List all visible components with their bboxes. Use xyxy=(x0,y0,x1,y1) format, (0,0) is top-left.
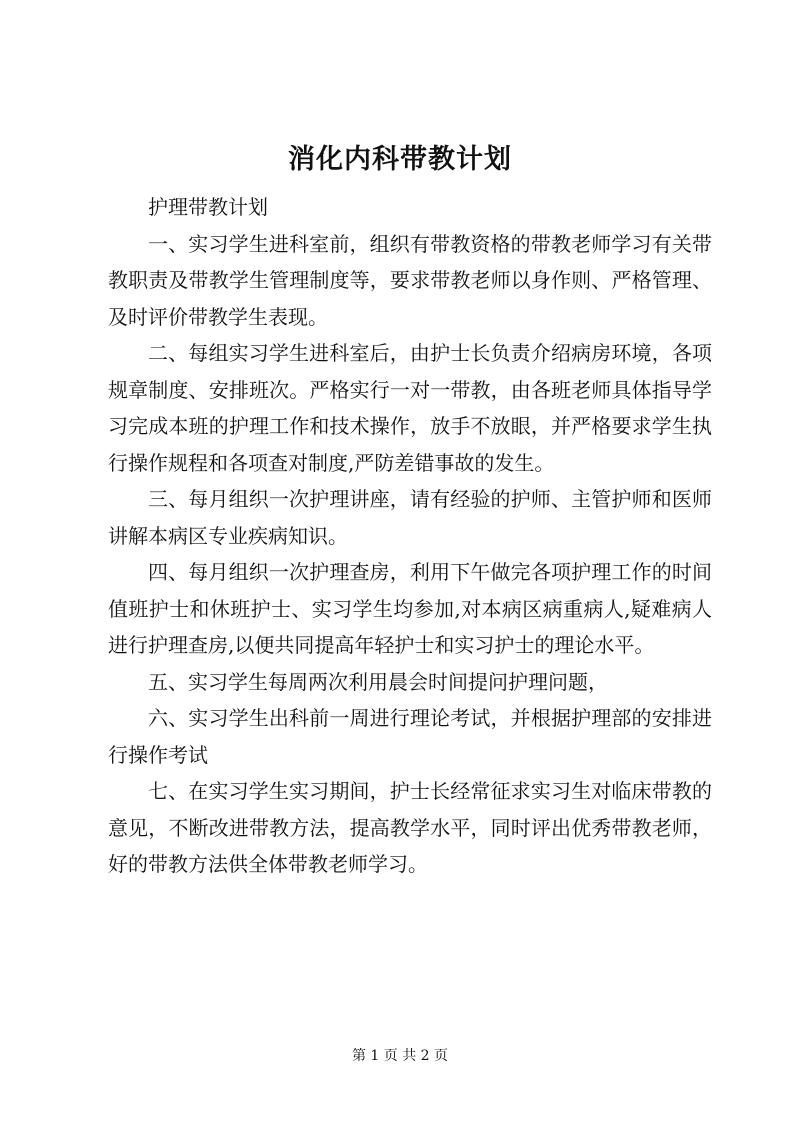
paragraph-item-2: 二、每组实习学生进科室后，由护士长负责介绍病房环境，各项规章制度、安排班次。严格实行一对一带教，由各班老师具体指导学习完成本班的护理工作和技术操作，放手不放眼，并严格要求学生执行操作规程和各项查对制度,严防差错事故的发生。 xyxy=(108,341,712,475)
document-body xyxy=(108,189,712,883)
paragraph-item-3: 三、每月组织一次护理讲座，请有经验的护师、主管护师和医师讲解本病区专业疾病知识。 xyxy=(108,487,712,548)
paragraph-item-5: 五、实习学生每周两次利用晨会时间提问护理问题， xyxy=(148,669,608,694)
paragraph-item-6: 六、实习学生出科前一周进行理论考试，并根据护理部的安排进行操作考试 xyxy=(108,706,712,767)
paragraph-item-7: 七、在实习学生实习期间，护士长经常征求实习生对临床带教的意见，不断改进带教方法，提高教学水平，同时评出优秀带教老师，好的带教方法供全体带教老师学习。 xyxy=(108,779,712,876)
document-title: 消化内科带教计划 xyxy=(288,144,512,175)
paragraph-item-4: 四、每月组织一次护理查房，利用下午做完各项护理工作的时间值班护士和休班护士、实习学生均参加,对本病区病重病人,疑难病人进行护理查房,以便共同提高年轻护士和实习护士的理论水平。 xyxy=(108,560,712,657)
page-footer: 第 1 页 共 2 页 xyxy=(351,1048,449,1064)
paragraph-subtitle: 护理带教计划 xyxy=(148,195,268,219)
paragraph-item-1: 一、实习学生进科室前，组织有带教资格的带教老师学习有关带教职责及带教学生管理制度等，要求带教老师以身作则、严格管理、及时评价带教学生表现。 xyxy=(108,231,712,329)
